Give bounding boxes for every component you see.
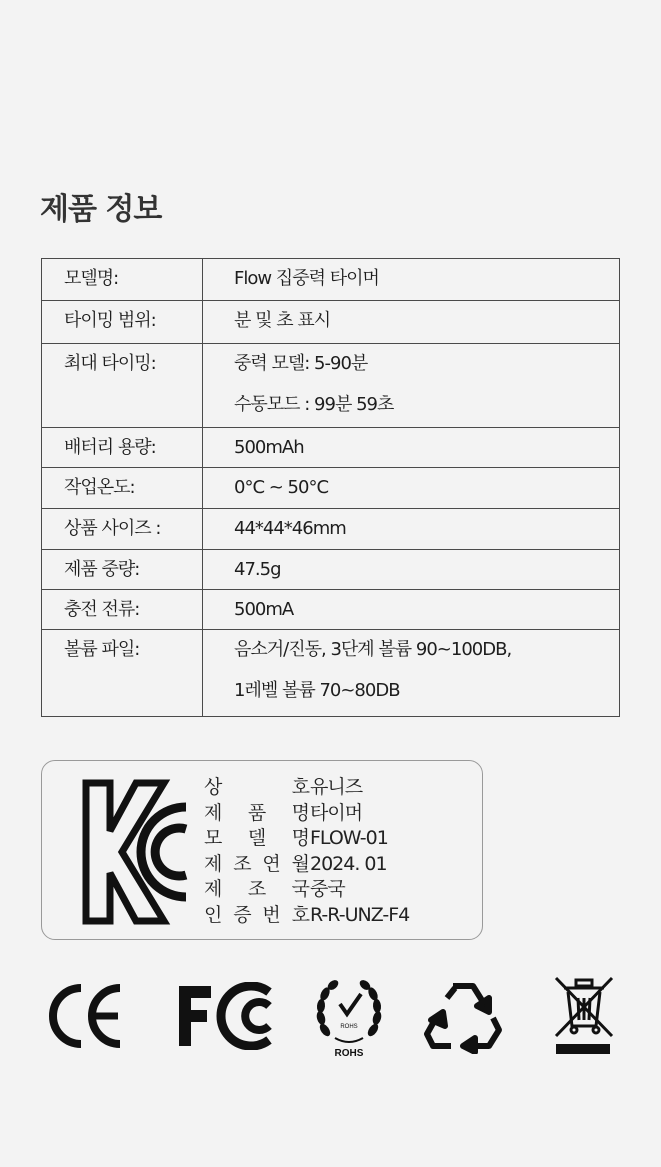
kc-label: 상 호 — [204, 776, 310, 798]
recycle-icon — [423, 978, 503, 1054]
spec-value: 500mAh — [203, 428, 620, 468]
spec-value: 44*44*46mm — [203, 509, 620, 550]
kc-product-value: 타이머 — [310, 801, 363, 824]
kc-label: 모 델 명 — [204, 827, 310, 849]
spec-value: 500mA — [203, 590, 620, 630]
table-row — [42, 259, 620, 301]
spec-value-line: 중력 모델: 5-90분 — [234, 353, 368, 374]
rohs-mark-icon — [313, 978, 385, 1058]
spec-label: 볼륨 파일: — [42, 630, 203, 717]
kc-label: 제 조 국 — [204, 878, 310, 900]
ce-mark-icon — [48, 982, 122, 1050]
kc-info-grid — [204, 775, 409, 928]
spec-label: 타이밍 범위: — [42, 301, 203, 344]
kc-row — [204, 852, 409, 878]
table-row — [42, 509, 620, 550]
spec-value: 47.5g — [203, 550, 620, 590]
spec-value: 0°C ~ 50°C — [203, 468, 620, 509]
spec-table — [41, 258, 620, 717]
kc-date-value: 2024. 01 — [310, 852, 387, 875]
spec-value-line: 1레벨 볼륨 70~80DB — [234, 680, 400, 701]
table-row — [42, 550, 620, 590]
kc-certification-box — [41, 760, 483, 940]
fcc-mark-icon — [175, 982, 273, 1050]
table-row — [42, 468, 620, 509]
spec-value — [203, 630, 620, 717]
table-row — [42, 630, 620, 717]
kc-company-value: 유니즈 — [310, 776, 363, 798]
kc-country-value: 중국 — [310, 878, 345, 900]
spec-label: 배터리 용량: — [42, 428, 203, 468]
kc-row — [204, 775, 409, 801]
page-title: 제품 정보 — [40, 192, 162, 227]
spec-label: 상품 사이즈 : — [42, 509, 203, 550]
spec-value — [203, 344, 620, 428]
kc-model-value: FLOW-01 — [310, 827, 388, 849]
kc-label: 제 조 연 월 — [204, 852, 310, 875]
rohs-inner-text: ROHS — [340, 1024, 358, 1030]
spec-label: 충전 전류: — [42, 590, 203, 630]
kc-row — [204, 801, 409, 827]
spec-value-line: 수동모드 : 99분 59초 — [234, 394, 394, 415]
kc-row — [204, 877, 409, 903]
table-row — [42, 590, 620, 630]
spec-label: 최대 타이밍: — [42, 344, 203, 428]
table-row — [42, 301, 620, 344]
table-row — [42, 344, 620, 428]
rohs-label: ROHS — [334, 1048, 364, 1058]
kc-label: 인 증 번 호 — [204, 903, 310, 926]
weee-bin-icon — [552, 974, 616, 1058]
spec-value: 분 및 초 표시 — [203, 301, 620, 344]
certification-marks — [0, 970, 661, 1070]
kc-label: 제 품 명 — [204, 801, 310, 824]
kc-row — [204, 826, 409, 852]
kc-cert-number-value: R-R-UNZ-F4 — [310, 903, 410, 926]
table-row — [42, 428, 620, 468]
spec-label: 모델명: — [42, 259, 203, 301]
spec-label: 작업온도: — [42, 468, 203, 509]
spec-value-line: 음소거/진동, 3단계 볼륨 90~100DB, — [234, 639, 512, 660]
spec-label: 제품 중량: — [42, 550, 203, 590]
kc-row — [204, 903, 409, 929]
spec-value: Flow 집중력 타이머 — [203, 259, 620, 301]
kc-mark-icon — [82, 779, 190, 925]
